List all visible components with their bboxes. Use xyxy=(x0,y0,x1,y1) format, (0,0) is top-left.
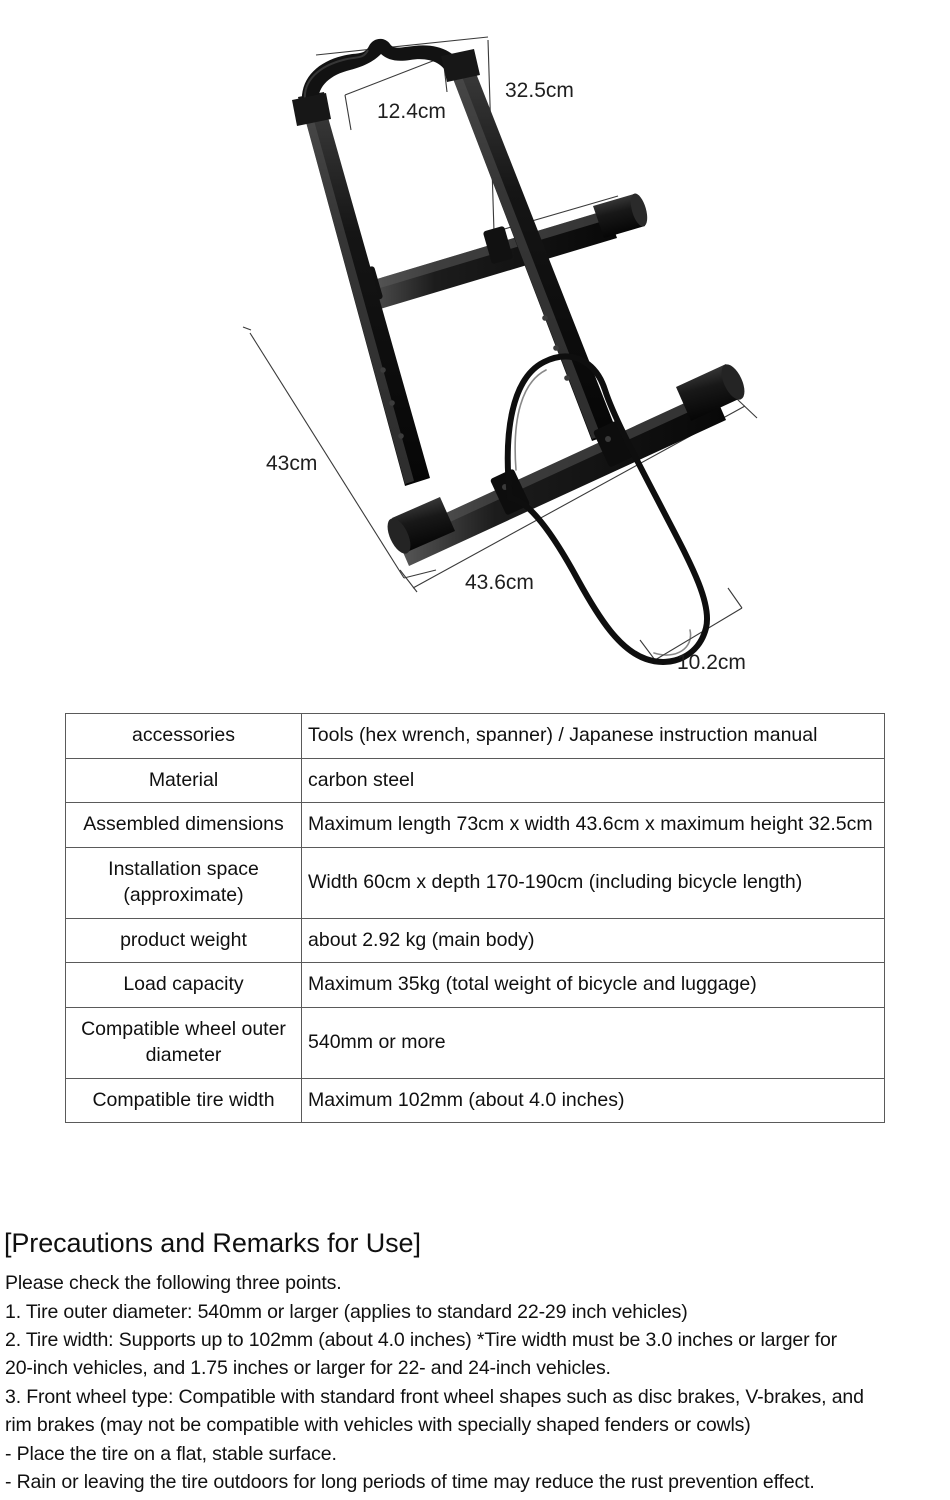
dimension-label-width-base: 43.6cm xyxy=(465,571,534,594)
table-row xyxy=(66,803,885,848)
table-row xyxy=(66,714,885,759)
specification-table-container xyxy=(65,713,885,1123)
table-row xyxy=(66,848,885,918)
spec-label-product-weight: product weight xyxy=(66,918,302,963)
spec-value-material: carbon steel xyxy=(302,758,885,803)
spec-label-accessories: accessories xyxy=(66,714,302,759)
precaution-line: - Rain or leaving the tire outdoors for long periods of time may reduce the rust prevention effect. xyxy=(5,1471,815,1494)
spec-value-load-capacity: Maximum 35kg (total weight of bicycle and luggage) xyxy=(302,963,885,1008)
precaution-line: 20-inch vehicles, and 1.75 inches or larger for 22- and 24-inch vehicles. xyxy=(5,1357,611,1380)
spec-label-assembled-dimensions: Assembled dimensions xyxy=(66,803,302,848)
product-illustration xyxy=(0,0,950,700)
precautions-section xyxy=(0,1228,950,1497)
spec-value-product-weight: about 2.92 kg (main body) xyxy=(302,918,885,963)
spec-label-material: Material xyxy=(66,758,302,803)
precautions-heading: [Precautions and Remarks for Use] xyxy=(4,1228,421,1258)
table-row xyxy=(66,1008,885,1078)
table-row xyxy=(66,758,885,803)
precaution-line: 1. Tire outer diameter: 540mm or larger (applies to standard 22-29 inch vehicles) xyxy=(5,1300,688,1323)
specification-table-body xyxy=(66,714,885,1123)
dimension-label-width-top: 12.4cm xyxy=(377,100,446,123)
spec-value-installation-space: Width 60cm x depth 170-190cm (including bicycle length) xyxy=(302,848,885,918)
precaution-line: 3. Front wheel type: Compatible with standard front wheel shapes such as disc brakes, V-brakes, and xyxy=(5,1385,864,1408)
table-row xyxy=(66,963,885,1008)
spec-label-wheel-outer-diameter: Compatible wheel outer diameter xyxy=(66,1008,302,1078)
spec-label-installation-space: Installation space (approximate) xyxy=(66,848,302,918)
dimension-label-height-total: 32.5cm xyxy=(505,79,574,102)
spec-value-wheel-outer-diameter: 540mm or more xyxy=(302,1008,885,1078)
dimension-label-tire-slot: 10.2cm xyxy=(677,651,746,674)
table-row xyxy=(66,1078,885,1123)
precaution-line: 2. Tire width: Supports up to 102mm (about 4.0 inches) *Tire width must be 3.0 inches or larger for xyxy=(5,1328,838,1351)
precaution-line: - Place the tire on a flat, stable surface. xyxy=(5,1442,337,1465)
product-diagram xyxy=(0,0,950,700)
spec-value-accessories: Tools (hex wrench, spanner) / Japanese instruction manual xyxy=(302,714,885,759)
specification-table xyxy=(65,713,885,1123)
dimension-label-depth-side: 43cm xyxy=(266,452,318,475)
precaution-line: Please check the following three points. xyxy=(5,1272,342,1295)
spec-label-load-capacity: Load capacity xyxy=(66,963,302,1008)
spec-value-assembled-dimensions: Maximum length 73cm x width 43.6cm x maximum height 32.5cm xyxy=(302,803,885,848)
table-row xyxy=(66,918,885,963)
spec-label-tire-width: Compatible tire width xyxy=(66,1078,302,1123)
precaution-line: rim brakes (may not be compatible with vehicles with specially shaped fenders or cowls) xyxy=(5,1414,751,1437)
spec-value-tire-width: Maximum 102mm (about 4.0 inches) xyxy=(302,1078,885,1123)
